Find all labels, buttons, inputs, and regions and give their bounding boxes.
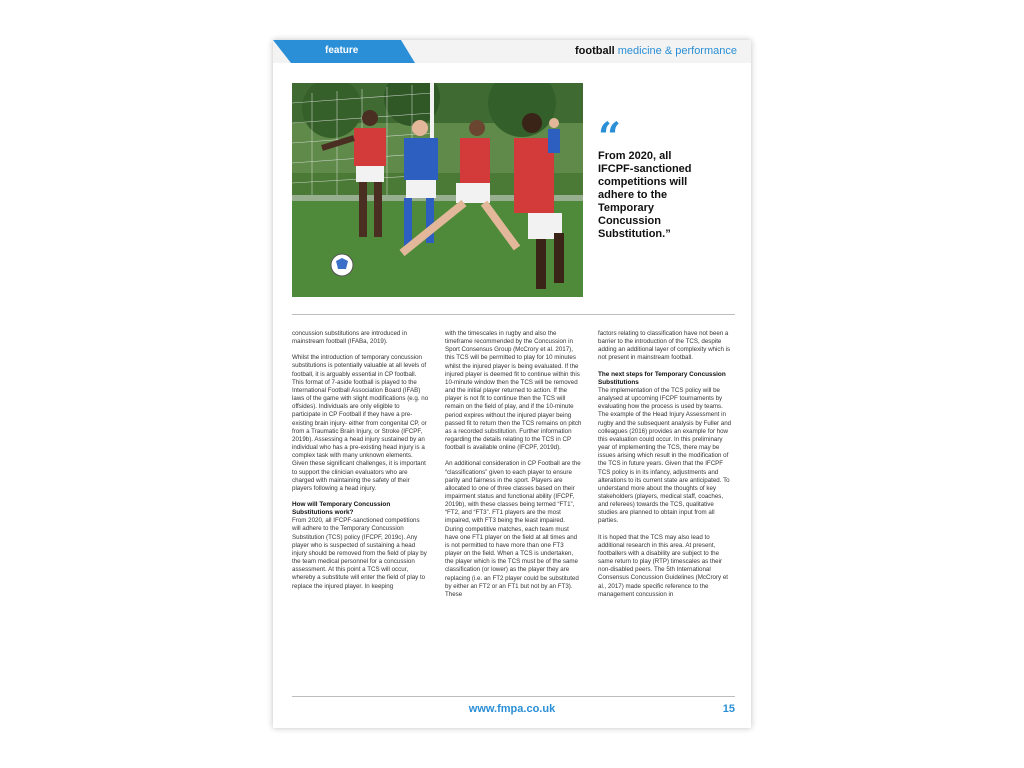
paragraph: concussion substitutions are introduced in mainstream football (IFABa, 2019). — [292, 330, 407, 346]
paragraph: It is hoped that the TCS may also lead to additional research in this area. At present, footballers with a disability are subject to the same return to play (RTP) timescales as their non-disabled peers. The 5th International Consensus Concussion Guidelines (McCrory et al., 2017) made specific reference to the management concussion in — [598, 533, 728, 598]
website-link[interactable]: www.fmpa.co.uk — [468, 703, 556, 715]
quote-mark-icon: “ — [598, 114, 622, 161]
paragraph: factors relating to classification have not been a barrier to the introduction of the TCS, despite adding an additional layer of complexity which is not present in mainstream football. — [598, 330, 731, 362]
subheading: How will Temporary Concussion Substitutions work? — [292, 500, 391, 517]
text-column-3 — [598, 330, 735, 607]
pull-quote: From 2020, all IFCPF-sanctioned competitions will adhere to the Temporary Concussion Substitution.” — [598, 150, 692, 240]
text-column-2 — [445, 330, 582, 607]
masthead-rest: medicine & performance — [617, 45, 737, 57]
paragraph: From 2020, all IFCPF-sanctioned competitions will adhere to the Temporary Concussion Substitution (TCS) policy (IFCPF, 2019c). Any player who is suspected of sustaining a head injury should be removed from the field of play by the team medical personnel for a concussion assessment. At this point a TCS will occur, whereby a substitute will enter the field of play to replace the injured player. In keeping — [292, 517, 427, 590]
masthead-bold: football — [574, 45, 615, 57]
football-photo — [292, 83, 583, 297]
page-number: 15 — [722, 703, 735, 715]
paragraph: with the timescales in rugby and also the timeframe recommended by the Concussion in Sport Consensus Group (McCrory et al. 2017), this TCS will be permitted to play for 10 minutes whilst the injured player is being evaluated. If the injured player is deemed fit to continue within this 10-minute window then the TCS will be removed and the initial player returned to action. If the player is not fit to continue then the TCS will remain on the field of play, and if the 10-minute period expires without the injured player being passed fit to return then the TCS remains on pitch as a recorded substitution. Further information regarding the details relating to the TCS in CP football is available online (IFCPF, 2019d). — [445, 330, 582, 452]
section-label: feature — [325, 45, 359, 56]
divider-top — [292, 314, 735, 315]
magazine-page — [273, 40, 751, 728]
football-match-illustration — [292, 83, 583, 297]
paragraph: Whilst the introduction of temporary concussion substitutions is potentially valuable at all levels of football, it is arguably essential in CP football. This format of 7-aside football is played to the International Football Association Board (IFAB) laws of the game with slight modifications (e.g. no offsides). Individuals are only eligible to participate in CP Football if they have a pre-existing brain injury- either from congenital CP, or from a Traumatic Brain Injury, or Stroke (IFCPF, 2019b). Assessing a head injury sustained by an individual who has a pre-existing head injury is a complex task with many unknown elements. Given these significant challenges, it is important to support the clinician evaluators who are charged with maintaining the safety of their players following a head injury. — [292, 354, 429, 492]
paragraph: The implementation of the TCS policy will be analysed at upcoming IFCPF tournaments by evaluating how the process is used by teams. The example of the Head Injury Assessment in rugby and the subsequent analysis by Fuller and colleagues (2016) provides an example for how this evaluation could occur. In this preliminary year of implementing the TCS, there may be issues arising which result in the modification of the TCS in future years. Given that the IFCPF TCS policy is in its infancy, adjustments and alterations to its current state are anticipated. To understand more about the thoughts of key stakeholders (players, medical staff, coaches, and referees) towards the TCS, qualitative studies are planned to obtain input from all parties. — [598, 386, 732, 525]
masthead — [575, 45, 737, 57]
subheading: The next steps for Temporary Concussion Substitutions — [598, 370, 726, 386]
text-column-1 — [292, 330, 429, 599]
paragraph: An additional consideration in CP Football are the “classifications” given to each player to ensure parity and fairness in the sport. Players are allocated to one of three classes based on their impairment status and functional ability (IFCPF, 2019b), with these classes being termed “FT1”, “FT2, and “FT3”. FT1 players are the most impaired, with FT3 being the least impaired. During competitive matches, each team must have one FT1 player on the field at all times and is not permitted to have more than one FT3 player on the field. When a TCS is undertaken, the player which is the TCS must be of the same classification (or lower) as the player they are replacing (i.e. an FT2 player could be substituted by either an FT2 or an FT1 but not by an FT3). These — [445, 460, 581, 598]
divider-bottom — [292, 696, 735, 697]
